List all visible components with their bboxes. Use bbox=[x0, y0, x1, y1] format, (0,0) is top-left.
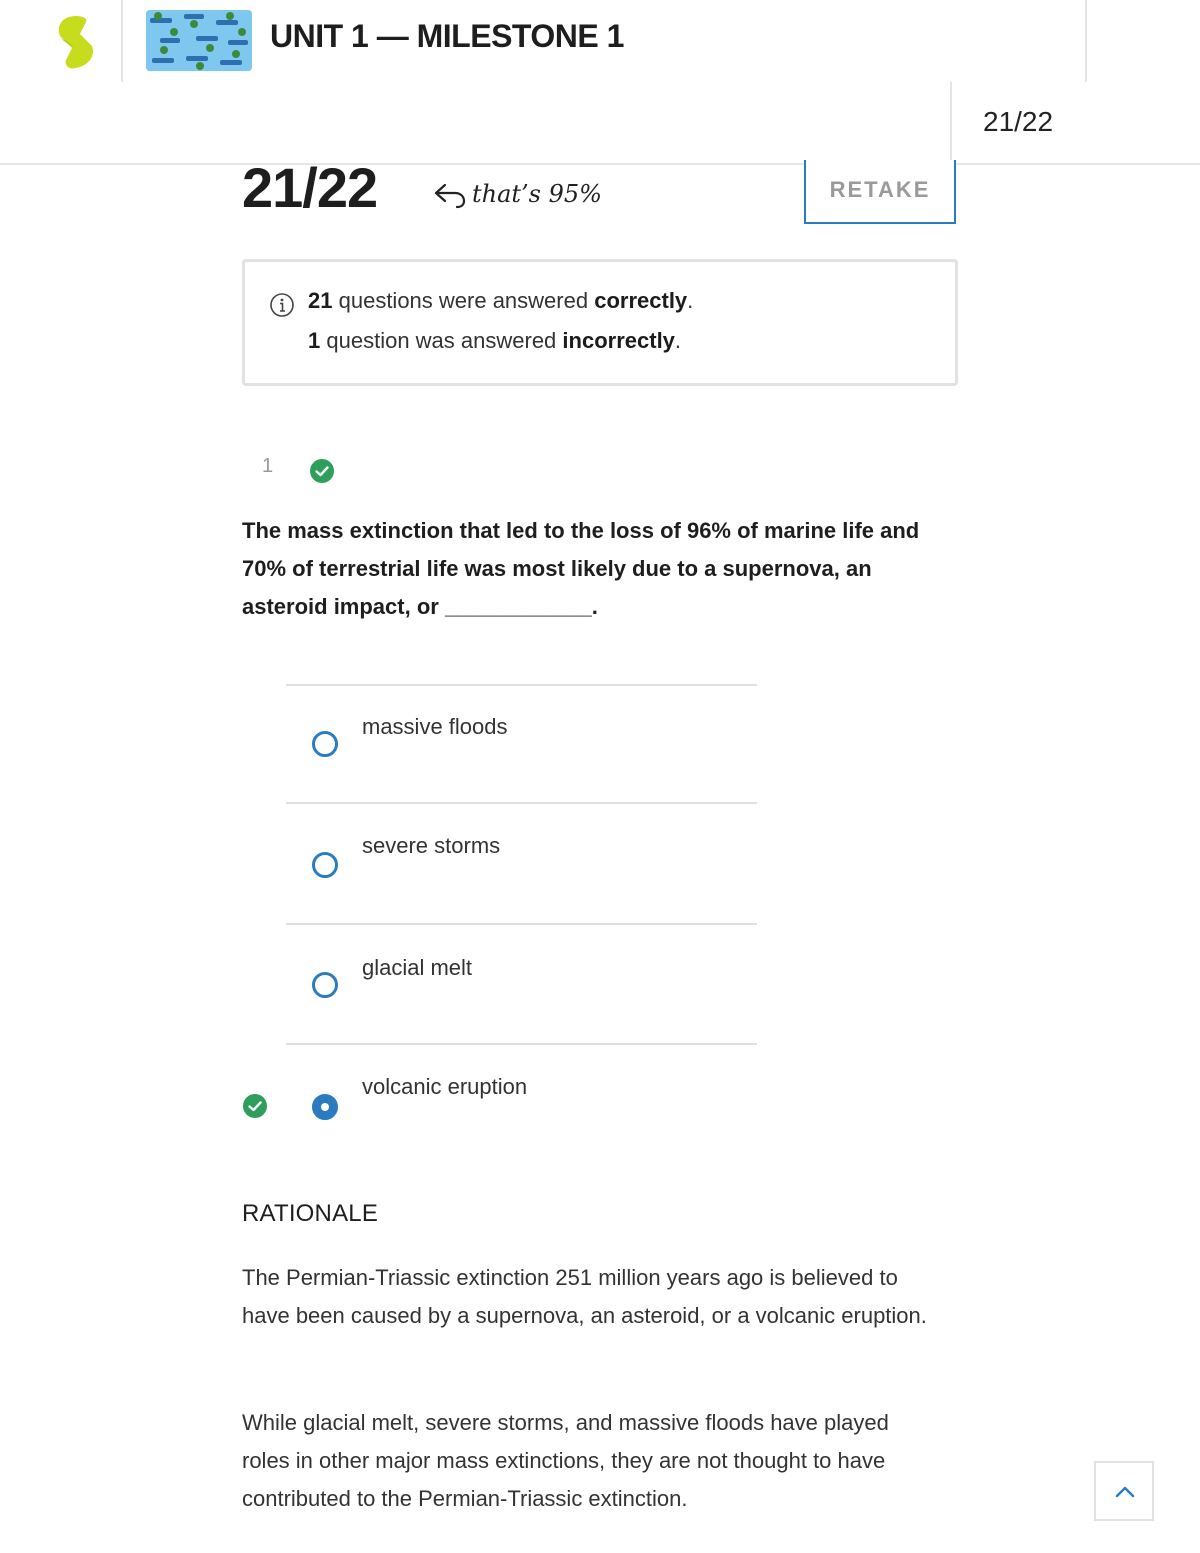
retake-button[interactable]: RETAKE bbox=[804, 160, 956, 224]
header-divider bbox=[121, 0, 123, 82]
correct-answer-check-icon bbox=[242, 1093, 268, 1119]
option-label-severe-storms[interactable]: severe storms bbox=[362, 833, 501, 858]
score-percent-note: that’s 95% bbox=[472, 180, 602, 208]
check-circle-icon bbox=[309, 458, 335, 484]
rationale-paragraph: The Permian-Triassic extinction 251 million years ago is believed to have been caused by a supernova, an asteroid, or a volcanic eruption. bbox=[242, 1265, 927, 1328]
option-radio-massive-floods[interactable] bbox=[312, 731, 338, 757]
correct-text: questions were answered bbox=[338, 288, 589, 313]
option-divider bbox=[286, 1043, 757, 1045]
period: . bbox=[674, 328, 682, 353]
option-radio-volcanic-eruption[interactable] bbox=[312, 1094, 338, 1120]
score-indicator: 21/22 bbox=[983, 106, 1054, 137]
correct-word: correctly bbox=[594, 288, 688, 313]
option-label-massive-floods[interactable]: massive floods bbox=[362, 714, 508, 739]
rationale-paragraph: While glacial melt, severe storms, and massive floods have played roles in other major mass extinctions, they are not thought to have contributed to the Permian-Triassic extinction. bbox=[242, 1410, 889, 1511]
subbar-divider bbox=[950, 82, 952, 164]
option-radio-severe-storms[interactable] bbox=[312, 852, 338, 878]
option-label-glacial-melt[interactable]: glacial melt bbox=[362, 955, 473, 980]
incorrect-text: question was answered bbox=[326, 328, 557, 353]
summary-correct-line bbox=[308, 288, 693, 314]
option-divider bbox=[286, 923, 757, 925]
question-text: The mass extinction that led to the loss of 96% of marine life and 70% of terrestrial life was most likely due to a supernova, an asteroid impact, or ____________. bbox=[242, 518, 920, 619]
header-divider-right bbox=[1085, 0, 1087, 82]
option-divider bbox=[286, 684, 757, 686]
chevron-up-icon bbox=[1114, 1481, 1136, 1503]
info-icon bbox=[269, 292, 295, 318]
incorrect-count: 1 bbox=[308, 328, 321, 353]
period: . bbox=[687, 288, 694, 313]
scroll-to-top-button[interactable] bbox=[1094, 1461, 1154, 1521]
subbar-bottom-border bbox=[0, 163, 1200, 165]
incorrect-word: incorrectly bbox=[562, 328, 675, 353]
arrow-back-icon bbox=[433, 181, 467, 209]
rationale-heading: RATIONALE bbox=[242, 1200, 379, 1227]
course-thumbnail[interactable] bbox=[146, 10, 252, 71]
correct-count: 21 bbox=[308, 288, 333, 313]
score-fraction: 21/22 bbox=[242, 156, 378, 219]
page-title: UNIT 1 — MILESTONE 1 bbox=[270, 18, 624, 54]
option-radio-glacial-melt[interactable] bbox=[312, 972, 338, 998]
option-divider bbox=[286, 802, 757, 804]
summary-incorrect-line bbox=[308, 328, 681, 354]
logo-icon[interactable] bbox=[52, 14, 100, 70]
question-number: 1 bbox=[262, 455, 274, 477]
results-summary-box bbox=[242, 259, 958, 386]
option-label-volcanic-eruption[interactable]: volcanic eruption bbox=[362, 1074, 528, 1099]
top-header bbox=[0, 0, 1200, 82]
